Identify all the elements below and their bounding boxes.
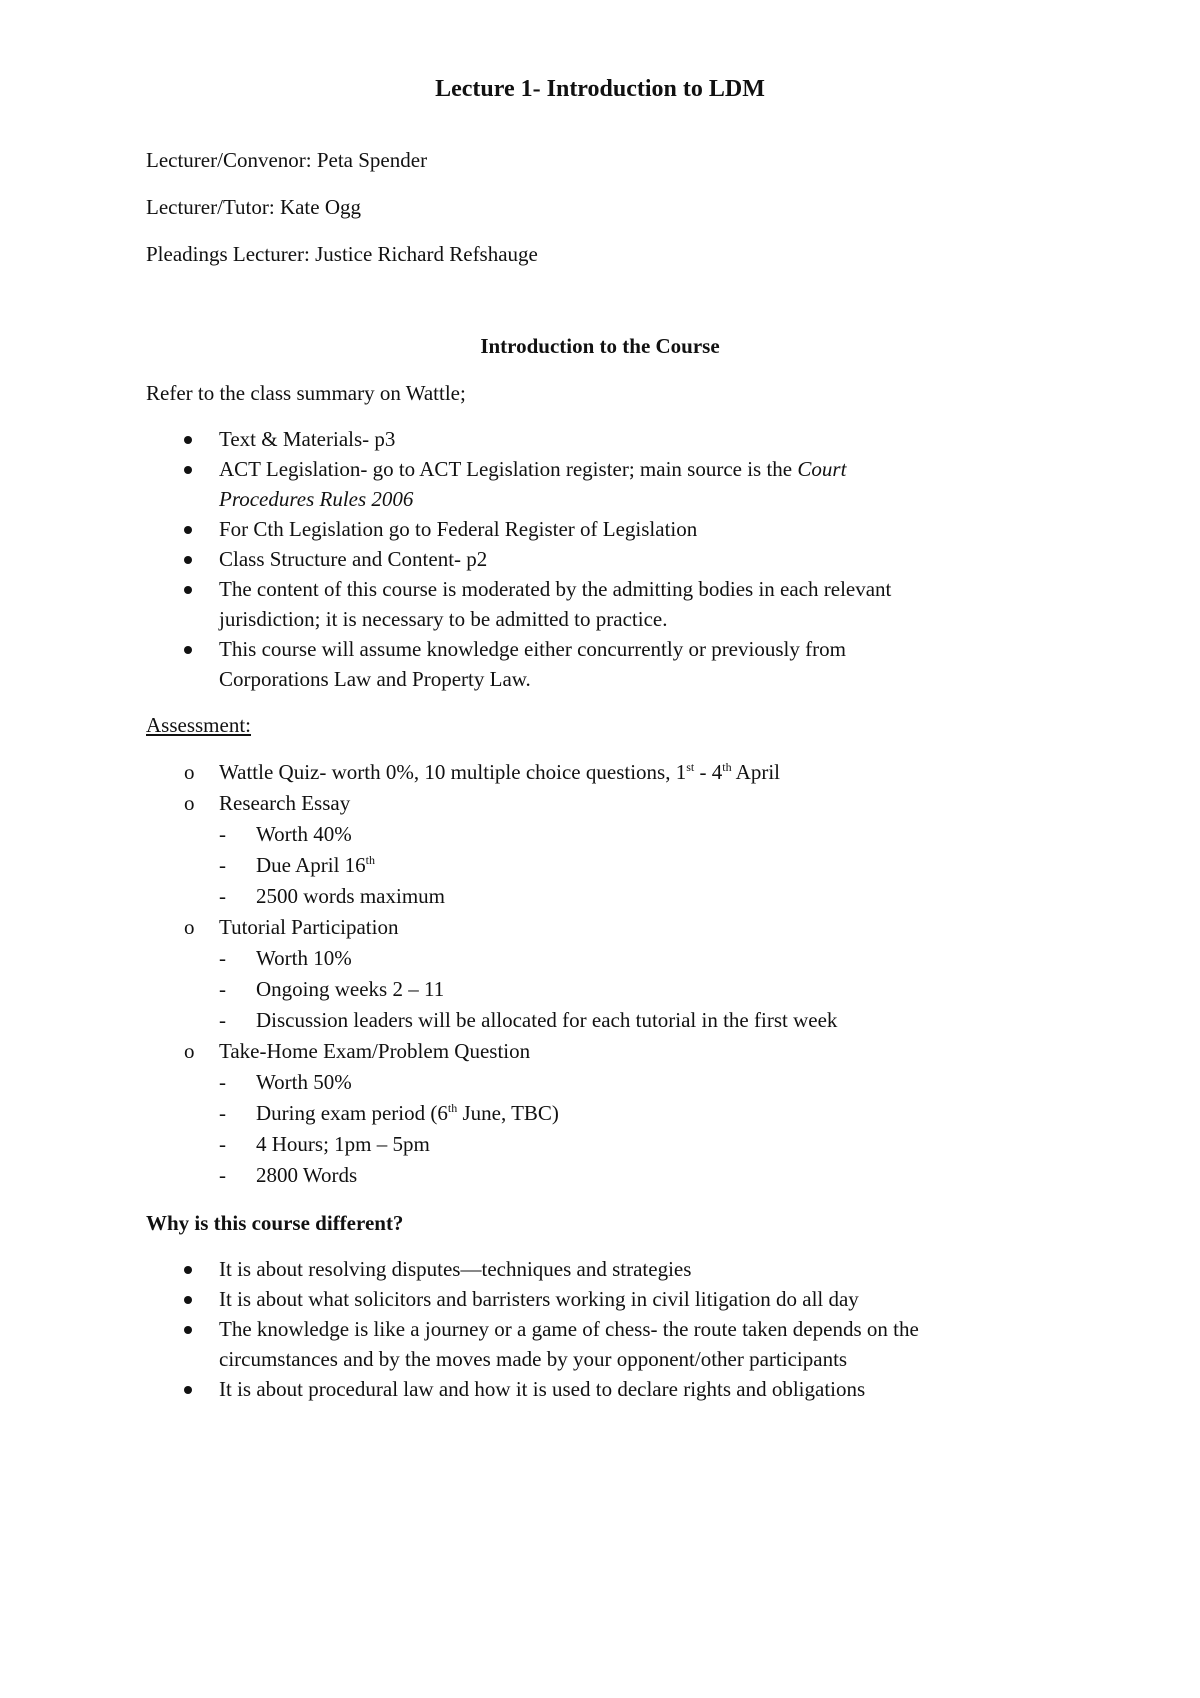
bullet-icon xyxy=(184,586,192,594)
bullet-icon xyxy=(184,1326,192,1334)
subitem-text: Worth 10% xyxy=(256,946,352,970)
dash-bullet-icon: - xyxy=(219,1132,226,1156)
dash-bullet-icon: - xyxy=(219,853,226,877)
assessment-subitem xyxy=(0,1067,1200,1098)
assessment-subitem xyxy=(0,1005,1200,1036)
superscript: th xyxy=(722,760,732,774)
list-item xyxy=(0,544,1039,574)
bullet-text: ACT Legislation- go to ACT Legislation register; main source is the xyxy=(219,457,793,481)
assessment-text: - 4 xyxy=(694,760,723,784)
assessment-item xyxy=(0,757,1200,788)
assessment-text: Tutorial Participation xyxy=(219,915,399,939)
list-item xyxy=(0,514,1039,544)
assessment-heading: Assessment: xyxy=(146,713,251,737)
bullet-italic-text: Procedures Rules 2006 xyxy=(219,487,414,511)
bullet-text: Class Structure and Content- p2 xyxy=(219,547,488,571)
dash-bullet-icon: - xyxy=(219,1008,226,1032)
bullet-text: circumstances and by the moves made by your opponent/other participants xyxy=(219,1347,848,1371)
bullet-text: It is about procedural law and how it is used to declare rights and obligations xyxy=(219,1377,866,1401)
subitem-text: Worth 50% xyxy=(256,1070,352,1094)
superscript: th xyxy=(447,1101,458,1115)
document-title: Lecture 1- Introduction to LDM xyxy=(435,76,765,102)
superscript: th xyxy=(365,853,375,867)
subitem-text: Discussion leaders will be allocated for each tutorial in the first week xyxy=(256,1008,838,1032)
assessment-subitem xyxy=(0,819,1200,850)
why-bullet-list xyxy=(0,1254,1200,1404)
subitem-text: 2800 Words xyxy=(256,1163,358,1187)
bullet-italic-text: Court xyxy=(797,457,847,481)
dash-bullet-icon: - xyxy=(219,1163,226,1187)
assessment-text: April xyxy=(731,760,780,784)
subitem-text: 4 Hours; 1pm – 5pm xyxy=(256,1132,430,1156)
circle-bullet-icon: o xyxy=(184,791,195,815)
dash-bullet-icon: - xyxy=(219,1101,226,1125)
assessment-subitem xyxy=(0,943,1200,974)
bullet-text: Text & Materials- p3 xyxy=(219,427,396,451)
assessment-subitem xyxy=(0,974,1200,1005)
list-item xyxy=(0,1284,1039,1314)
assessment-subitem xyxy=(0,1160,1200,1191)
bullet-icon xyxy=(184,526,192,534)
bullet-text: The content of this course is moderated by the admitting bodies in each relevant xyxy=(219,577,892,601)
list-item xyxy=(0,424,1039,454)
subitem-text: June, TBC) xyxy=(457,1101,559,1125)
dash-bullet-icon: - xyxy=(219,977,226,1001)
assessment-text: Wattle Quiz- worth 0%, 10 multiple choice questions, 1 xyxy=(219,760,687,784)
bullet-icon xyxy=(184,1266,192,1274)
assessment-list xyxy=(0,757,1200,1191)
why-heading: Why is this course different? xyxy=(146,1211,404,1235)
dash-bullet-icon: - xyxy=(219,822,226,846)
bullet-text: For Cth Legislation go to Federal Register of Legislation xyxy=(219,517,698,541)
assessment-item xyxy=(0,1036,1200,1067)
bullet-icon xyxy=(184,1386,192,1394)
bullet-icon xyxy=(184,556,192,564)
assessment-subitem xyxy=(0,1098,1200,1129)
pleadings-lecturer-line: Pleadings Lecturer: Justice Richard Refshauge xyxy=(146,242,538,266)
dash-bullet-icon: - xyxy=(219,946,226,970)
list-item xyxy=(0,1374,1039,1404)
bullet-icon xyxy=(184,436,192,444)
dash-bullet-icon: - xyxy=(219,1070,226,1094)
bullet-text: Corporations Law and Property Law. xyxy=(219,667,531,691)
intro-heading: Introduction to the Course xyxy=(480,334,720,358)
list-item xyxy=(0,1254,1039,1284)
bullet-text: It is about resolving disputes—techniques and strategies xyxy=(219,1257,692,1281)
circle-bullet-icon: o xyxy=(184,760,195,784)
circle-bullet-icon: o xyxy=(184,1039,195,1063)
assessment-item xyxy=(0,788,1200,819)
bullet-text: It is about what solicitors and barristers working in civil litigation do all day xyxy=(219,1287,859,1311)
bullet-text: jurisdiction; it is necessary to be admitted to practice. xyxy=(219,607,668,631)
assessment-subitem xyxy=(0,1129,1200,1160)
assessment-subitem xyxy=(0,881,1200,912)
list-item xyxy=(0,574,1039,634)
subitem-text: 2500 words maximum xyxy=(256,884,445,908)
circle-bullet-icon: o xyxy=(184,915,195,939)
subitem-text: Ongoing weeks 2 – 11 xyxy=(256,977,445,1001)
bullet-icon xyxy=(184,646,192,654)
dash-bullet-icon: - xyxy=(219,884,226,908)
bullet-icon xyxy=(184,466,192,474)
bullet-text: The knowledge is like a journey or a game of chess- the route taken depends on the xyxy=(219,1317,919,1341)
bullet-text: This course will assume knowledge either concurrently or previously from xyxy=(219,637,846,661)
assessment-item xyxy=(0,912,1200,943)
assessment-text: Take-Home Exam/Problem Question xyxy=(219,1039,531,1063)
assessment-text: Research Essay xyxy=(219,791,351,815)
bullet-icon xyxy=(184,1296,192,1304)
assessment-subitem xyxy=(0,850,1200,881)
subitem-text: Due April 16 xyxy=(256,853,366,877)
list-item xyxy=(0,454,1039,514)
superscript: st xyxy=(686,760,695,774)
convenor-line: Lecturer/Convenor: Peta Spender xyxy=(146,148,428,172)
subitem-text: During exam period (6 xyxy=(256,1101,448,1125)
intro-bullet-list xyxy=(0,424,1200,694)
intro-lead: Refer to the class summary on Wattle; xyxy=(146,381,466,405)
subitem-text: Worth 40% xyxy=(256,822,352,846)
list-item xyxy=(0,634,1039,694)
tutor-line: Lecturer/Tutor: Kate Ogg xyxy=(146,195,362,219)
list-item xyxy=(0,1314,1039,1374)
